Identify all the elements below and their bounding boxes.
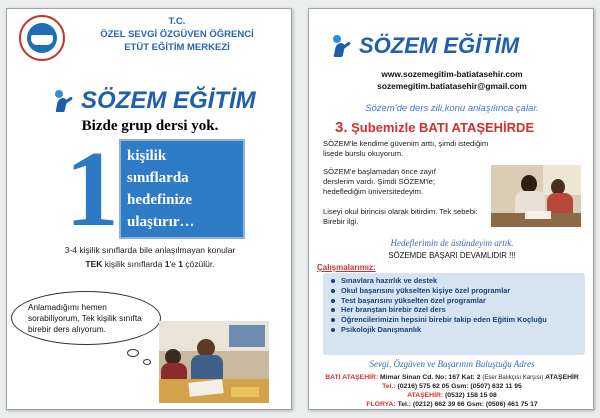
- students-photo: [159, 321, 269, 403]
- tutoring-photo: [491, 165, 581, 227]
- note-num-2: 1: [178, 259, 183, 269]
- phone-line-3: FLORYA: Tel.: (0212) 662 39 66 Gsm: (0506) 461 75 17: [366, 401, 538, 408]
- brand-name: SÖZEM EĞİTİM: [81, 87, 256, 114]
- script-quote: Hedeflerimin de üstündeyim artık.: [390, 238, 514, 248]
- bullet-icon: [331, 308, 335, 312]
- seal-book-icon: [31, 35, 53, 45]
- note-line-2: [7, 259, 292, 269]
- note-mid: kişilik sınıflarda: [102, 259, 165, 269]
- thought-dot-2: [143, 359, 151, 365]
- activities-list: [323, 273, 585, 355]
- big-number: 1: [65, 130, 115, 249]
- bubble-text: Anlamadığımı hemen sorabiliyorum, Tek kişilik sınıfta birebir ders alıyorum.: [28, 302, 142, 334]
- motto: Sevgi, Özgüven ve Başarının Buluştuğu Adres: [369, 359, 535, 369]
- ministry-seal-logo: [19, 15, 65, 61]
- speech-bubble: [11, 291, 161, 345]
- box-line-3: hedefinize: [127, 192, 192, 208]
- activities-label: Çalışmalarımız:: [317, 263, 376, 272]
- branch-title: [335, 119, 534, 136]
- list-item: Öğrencilerimizin hepsini birebir takip eden Eğitim Koçluğu: [331, 315, 579, 325]
- list-item: Sınavlara hazırlık ve destek: [331, 276, 579, 286]
- email-text: sozemegitim.batiatasehir@gmail.com: [377, 81, 527, 91]
- left-flyer-page: [6, 8, 292, 410]
- class-size-box: [119, 139, 245, 239]
- website-text: www.sozemegitim-batiatasehir.com: [381, 69, 523, 79]
- school-header: [67, 15, 287, 54]
- phone-line-1: Tel.: (0216) 575 62 05 Gsm: (0507) 632 11 95: [382, 383, 522, 390]
- box-line-2: sınıflarda: [127, 170, 189, 186]
- bullet-icon: [331, 279, 335, 283]
- bullet-icon: [331, 299, 335, 303]
- right-flyer-page: [308, 8, 594, 410]
- testimonial-2: SÖZEM'e başlamadan önce zayıf derslerim vardı. Şimdi SÖZEM'le; hedeflediğim üniversitedeyim.: [323, 167, 436, 196]
- list-item: Okul başarısını yükselten kişiye özel programlar: [331, 286, 579, 296]
- phone-line-2: ATAŞEHİR: (0532) 158 15 08: [407, 392, 497, 399]
- branch-number: 3.: [335, 119, 348, 136]
- school-line-2: ÖZEL SEVGİ ÖZGÜVEN ÖĞRENCİ: [100, 29, 254, 40]
- brand-name-right: SÖZEM EĞİTİM: [359, 33, 520, 58]
- person-logo-icon: [331, 35, 353, 57]
- person-logo-icon: [53, 90, 75, 112]
- bullet-icon: [331, 328, 335, 332]
- testimonial-1: SÖZEM'le kendime güvenim arttı, şimdi istediğim lisede burslu okuyorum.: [323, 139, 489, 158]
- school-line-1: T.C.: [168, 16, 186, 27]
- address-line: BATI ATAŞEHİR: Mimar Sinan Cd. No: 167 Kat: 2 (Eser Balıkçısı Karşısı) ATAŞEHİR: [325, 374, 579, 381]
- school-line-3: ETÜT EĞİTİM MERKEZİ: [124, 42, 230, 53]
- branch-title-text: Şubemizle BATI ATAŞEHİRDE: [351, 120, 535, 135]
- list-item: Her branştan birebir özel ders: [331, 305, 579, 315]
- note-line-1: 3-4 kişilik sınıflarda bile anlaşılmayan konular: [64, 245, 236, 255]
- slogan: Sözem'de ders zili,konu anlaşılınca çalar.: [365, 103, 539, 114]
- thought-dot-1: [127, 349, 139, 357]
- note-suffix: 'e: [169, 259, 179, 269]
- success-line: SÖZEMDE BAŞARI DEVAMLIDIR !!!: [388, 251, 516, 260]
- box-line-1: kişilik: [127, 148, 167, 164]
- brand-logo-right: [331, 33, 519, 59]
- testimonial-3: Liseyi okul birincisi olarak bitirdim. Tek sebebi: Birebir ilgi.: [323, 207, 478, 226]
- note-end: çözülür.: [182, 259, 215, 269]
- bullet-icon: [331, 318, 335, 322]
- brand-logo: [53, 87, 256, 115]
- note-tek: TEK: [85, 259, 103, 269]
- headline: Bizde grup dersi yok.: [81, 118, 219, 134]
- note-num-1: 1: [164, 259, 170, 269]
- list-item: Test başarısını yükselten özel programlar: [331, 296, 579, 306]
- box-line-4: ulaştırır…: [127, 214, 195, 230]
- list-item: Psikolojik Danışmanlık: [331, 325, 579, 335]
- bullet-icon: [331, 289, 335, 293]
